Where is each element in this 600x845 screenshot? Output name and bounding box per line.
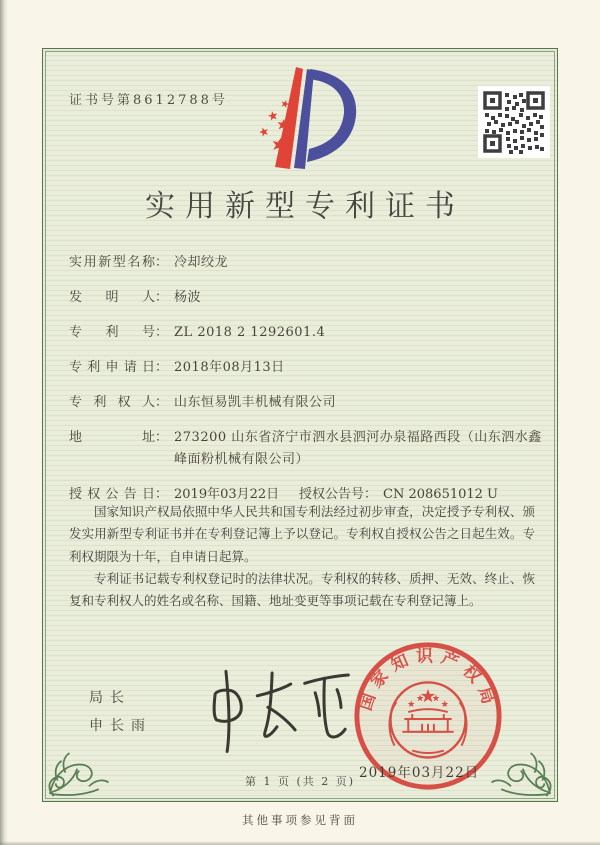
seal-date: 2019年03月22日 <box>359 765 480 781</box>
field-value: 杨波 <box>174 290 202 305</box>
certificate-number: 证书号第8612788号 <box>69 93 228 108</box>
field-label: 授权公告号 <box>299 487 365 502</box>
legal-paragraph-2: 专利证书记载专利权登记时的法律状况。专利权的转移、质押、无效、终止、恢复和专利权人的姓名或名称、国籍、地址变更等事项记载在专利登记簿上。 <box>69 570 535 608</box>
handwritten-signature-icon <box>188 661 358 756</box>
field-utility-model-name <box>69 252 547 274</box>
field-value: 山东恒易凯丰机械有限公司 <box>174 395 337 410</box>
scan-edge-shadow <box>0 841 600 845</box>
colon: ： <box>155 360 169 375</box>
colon: ： <box>155 290 169 305</box>
page-number: 第 1 页 (共 2 页) <box>244 775 356 788</box>
colon: ： <box>155 255 169 270</box>
qr-code-icon <box>481 89 547 155</box>
field-value: 273200 山东省济宁市泗水县泗河办泉福路西段（山东泗水鑫峰面粉机械有限公司） <box>174 430 542 467</box>
colon: ： <box>155 325 169 340</box>
director-name: 申长雨 <box>89 718 152 734</box>
certificate-frame <box>42 48 558 802</box>
corner-ornament-icon <box>44 712 132 800</box>
corner-ornament-icon <box>468 712 556 800</box>
certificate-fields <box>69 252 547 506</box>
legal-paragraph-1: 国家知识产权局依照中华人民共和国专利法经过初步审查，决定授予专利权、颁发实用新型专利证书并在专利登记簿上予以登记。专利权自授权公告之日起生效。专利权期限为十年，自申请日起算。 <box>69 504 535 564</box>
field-address <box>69 427 547 471</box>
scan-spine-shadow <box>0 0 8 845</box>
field-patent-number <box>69 322 547 344</box>
field-label: 专利号 <box>69 325 155 340</box>
grant-number: CN 208651012 U <box>383 487 499 502</box>
colon: ： <box>155 430 169 445</box>
colon: ： <box>364 487 378 502</box>
field-label: 专利权人 <box>69 395 155 410</box>
field-inventor <box>69 287 547 309</box>
field-label: 发明人 <box>69 290 155 305</box>
field-value: ZL 2018 2 1292601.4 <box>174 325 326 340</box>
grant-date: 2019年03月22日 <box>174 487 280 502</box>
colon: ： <box>155 395 169 410</box>
legal-text <box>69 501 535 612</box>
field-label: 地址 <box>69 430 155 445</box>
colon: ： <box>155 487 169 502</box>
seal-agency-text: 国家知识产权局 <box>354 645 502 713</box>
cnipa-logo-icon <box>236 63 366 177</box>
certificate-title: 实用新型专利证书 <box>145 189 465 224</box>
field-value: 冷却绞龙 <box>174 255 229 270</box>
field-label: 专利申请日 <box>69 360 155 375</box>
director-title: 局长 <box>89 690 131 706</box>
back-note: 其他事项参见背面 <box>242 813 358 827</box>
field-filing-date <box>69 357 547 379</box>
field-patentee <box>69 392 547 414</box>
field-label: 实用新型名称 <box>69 255 155 270</box>
field-value: 2018年08月13日 <box>174 360 285 375</box>
field-label: 授权公告日 <box>69 487 155 502</box>
